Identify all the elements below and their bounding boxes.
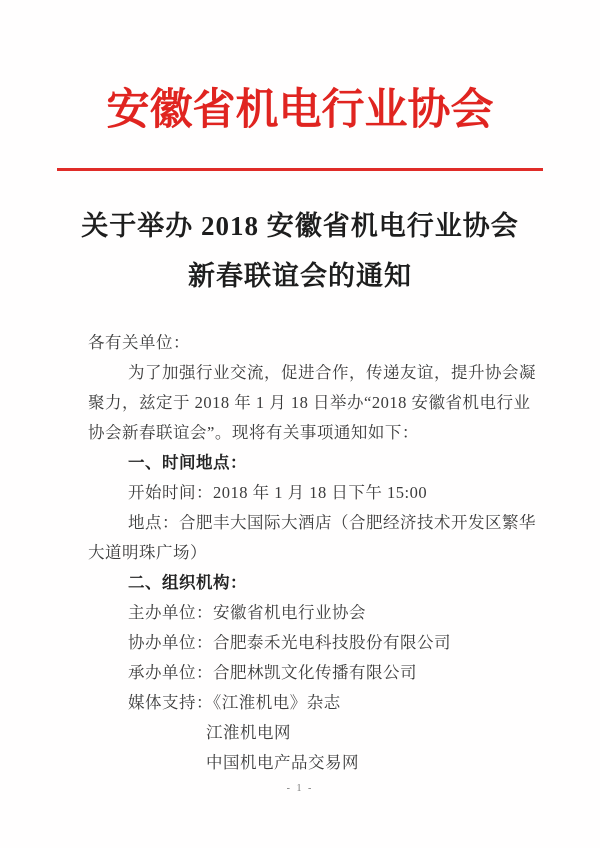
- host-unit-line: 主办单位：安徽省机电行业协会: [128, 603, 366, 622]
- location-line-cont: 大道明珠广场）: [88, 543, 207, 562]
- media-support-item: 中国机电产品交易网: [206, 753, 359, 772]
- salutation-line: 各有关单位：: [88, 333, 190, 352]
- undertaker-line: 承办单位：合肥林凯文化传播有限公司: [128, 663, 417, 682]
- body-line: 协会新春联谊会”。现将有关事项通知如下：: [88, 423, 419, 442]
- section-heading-organization: 二、组织机构：: [128, 573, 247, 592]
- page-number: - 1 -: [286, 783, 314, 794]
- letterhead-title: 安徽省机电行业协会: [106, 87, 494, 134]
- section-heading-time-place: 一、时间地点：: [128, 453, 247, 472]
- start-time-line: 开始时间：2018 年 1 月 18 日下午 15:00: [128, 483, 428, 502]
- document-title-line-1: 关于举办 2018 安徽省机电行业协会: [81, 211, 519, 241]
- media-support-item: 江淮机电网: [206, 723, 291, 742]
- location-line: 地点：合肥丰大国际大酒店（合肥经济技术开发区繁华: [128, 513, 536, 532]
- co-organizer-line: 协办单位：合肥泰禾光电科技股份有限公司: [128, 633, 451, 652]
- document-title-line-2: 新春联谊会的通知: [188, 261, 412, 291]
- media-support-line: 媒体支持：《江淮机电》杂志: [128, 693, 341, 712]
- body-line: 为了加强行业交流，促进合作，传递友谊，提升协会凝: [128, 363, 536, 382]
- letterhead-divider-line: [57, 168, 543, 171]
- notice-body: [88, 328, 548, 778]
- document-title: [0, 201, 600, 301]
- body-line: 聚力，兹定于 2018 年 1 月 18 日举办“2018 安徽省机电行业: [88, 393, 531, 412]
